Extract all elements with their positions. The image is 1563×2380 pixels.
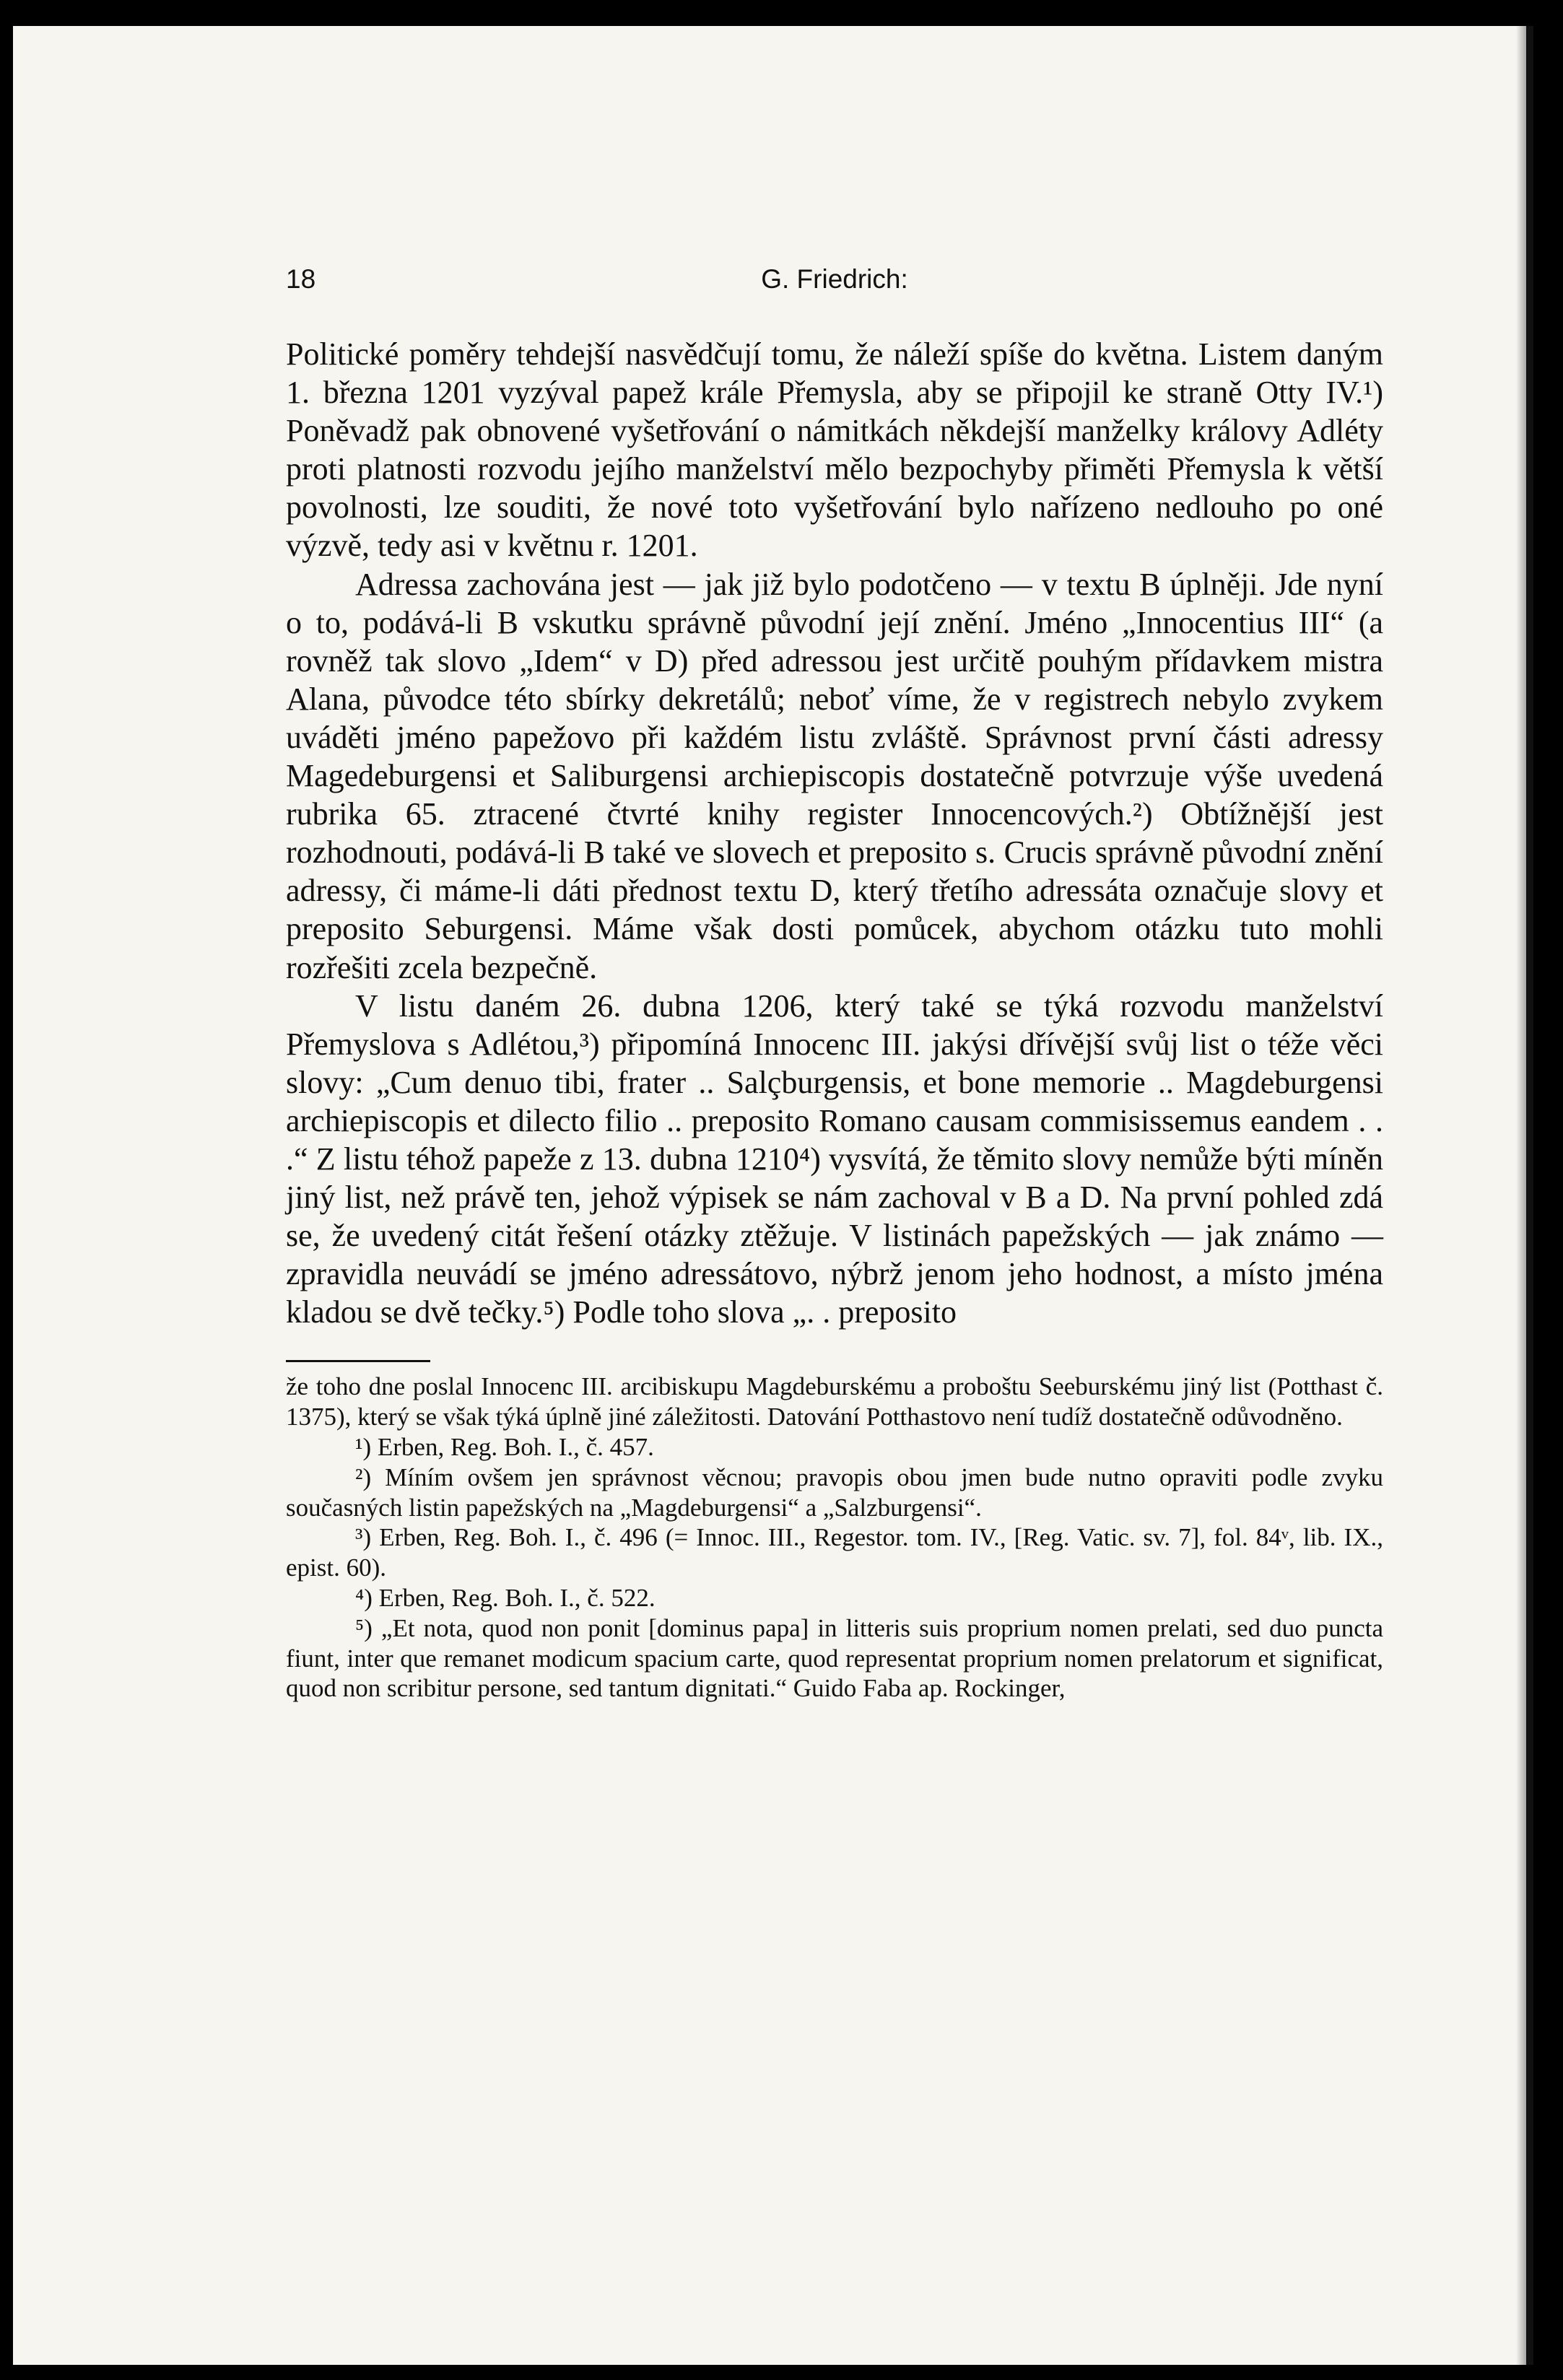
binding-edge — [1526, 26, 1533, 2365]
page-header — [286, 264, 1383, 308]
footnote-5: ⁵) „Et nota, quod non ponit [dominus papa] in litteris suis proprium nomen prelati, sed duo puncta fiunt, inter que remanet modicum spacium carte, quod representat proprium nomen prelatorum et significat, quod non scribitur persone, sed tantum dignitati.“ Guido Faba ap. Rockinger, — [286, 1613, 1383, 1703]
page-number: 18 — [286, 264, 316, 294]
main-text — [286, 335, 1383, 1331]
paragraph-2: Adressa zachována jest — jak již bylo podotčeno — v textu B úplněji. Jde nyní o to, podává-li B vskutku správně původní její znění. Jméno „Innocentius III“ (a rovněž tak slovo „Idem“ v D) před adressou jest určitě pouhým přídavkem mistra Alana, původce této sbírky dekretálů; neboť víme, že v registrech nebylo zvykem uváděti jméno papežovo při každém listu zvláště. Správnost první části adressy Magedeburgensi et Saliburgensi archiepiscopis dostatečně potvrzuje výše uvedená rubrika 65. ztracené čtvrté knihy register Innocencových.²) Obtížnější jest rozhodnouti, podává-li B také ve slovech et preposito s. Crucis správně původní znění adressy, či máme-li dáti přednost textu D, který třetího adressáta označuje slovy et preposito Seburgensi. Máme však dosti pomůcek, abychom otázku tuto mohli rozřešiti zcela bezpečně. — [286, 566, 1383, 985]
running-head: G. Friedrich: — [761, 264, 908, 294]
footnote-3: ³) Erben, Reg. Boh. I., č. 496 (= Innoc. III., Regestor. tom. IV., [Reg. Vatic. sv. 7], fol. 84ᵛ, lib. IX., epist. 60). — [286, 1523, 1383, 1582]
footnote-4: ⁴) Erben, Reg. Boh. I., č. 522. — [355, 1584, 656, 1613]
paragraph-1: Politické poměry tehdejší nasvědčují tomu, že náleží spíše do května. Listem daným 1. března 1201 vyzýval papež krále Přemysla, aby se připojil ke straně Otty IV.¹) Poněvadž pak obnovené vyšetřování o námitkách někdejší manželky královy Adléty proti platnosti rozvodu jejího manželství mělo bezpochyby přiměti Přemysla k větší povolnosti, lze souditi, že nové toto vyšetřování bylo nařízeno nedlouho po oné výzvě, tedy asi v květnu r. 1201. — [286, 336, 1383, 564]
footnote-2: ²) Míním ovšem jen správnost věcnou; pravopis obou jmen bude nutno opraviti podle zvyku současných listin papežských na „Magdeburgensi“ a „Salzburgensi“. — [286, 1463, 1383, 1522]
text-block — [286, 335, 1383, 1704]
footnote-1: ¹) Erben, Reg. Boh. I., č. 457. — [355, 1433, 654, 1462]
footnote-rule — [286, 1360, 430, 1362]
footnotes — [286, 1372, 1383, 1704]
book-page — [13, 26, 1533, 2365]
footnote-continuation: že toho dne poslal Innocenc III. arcibiskupu Magdeburskému a proboštu Seeburskému jiný list (Potthast č. 1375), který se však týká úplně jiné záležitosti. Datování Potthastovo není tudíž dostatečně odůvodněno. — [286, 1372, 1383, 1431]
paragraph-3: V listu daném 26. dubna 1206, který také se týká rozvodu manželství Přemyslova s Adlétou,³) připomíná Innocenc III. jakýsi dřívější svůj list o téže věci slovy: „Cum denuo tibi, frater .. Salçburgensis, et bone memorie .. Magdeburgensi archiepiscopis et dilecto filio .. preposito Romano causam commisissemus eandem . . .“ Z listu téhož papeže z 13. dubna 1210⁴) vysvítá, že těmito slovy nemůže býti míněn jiný list, než právě ten, jehož výpisek se nám zachoval v B a D. Na první pohled zdá se, že uvedený citát řešení otázky ztěžuje. V listinách papežských — jak známo — zpravidla neuvádí se jméno adressátovo, nýbrž jenom jeho hodnost, a místo jména kladou se dvě tečky.⁵) Podle toho slova „. . preposito — [286, 988, 1383, 1330]
